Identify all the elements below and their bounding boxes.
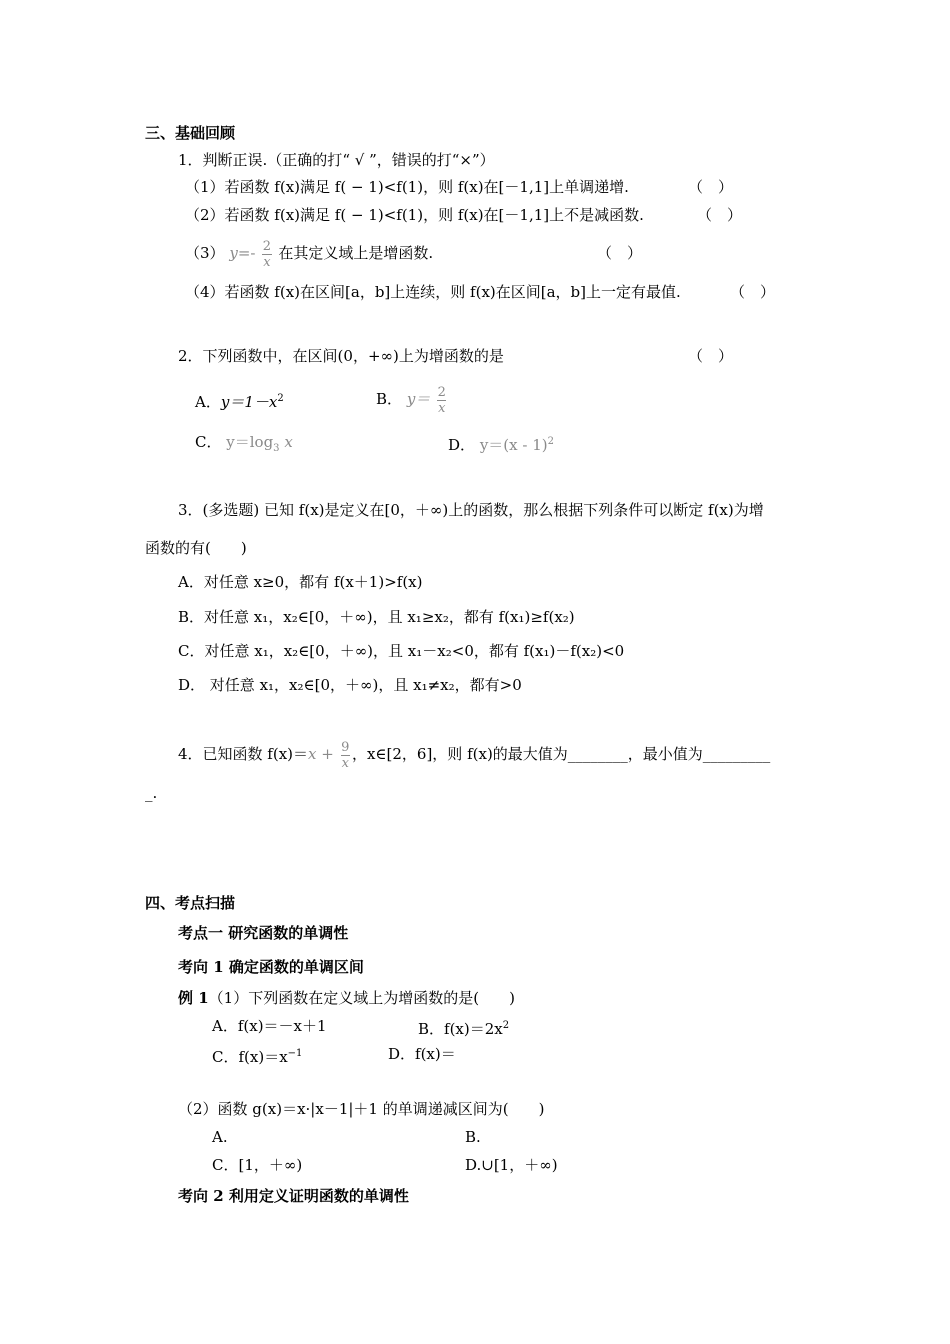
q1-item-3-text: 在其定义域上是增函数. <box>278 244 434 262</box>
ex1-option-c <box>212 1044 302 1067</box>
exponent: 2 <box>502 1020 510 1031</box>
q1-item-3-eq: =- <box>237 244 256 262</box>
fraction-denominator: x <box>438 400 446 416</box>
q1-item-1: （1）若函数 f(x)满足 f( − 1)<f(1)，则 f(x)在[－1,1]上单调递增. <box>185 178 629 196</box>
q1-item-3 <box>185 234 433 272</box>
log-base: 3 <box>273 443 280 454</box>
fraction-numerator: 9 <box>341 739 350 755</box>
q1-item-4-answer-paren: （ ） <box>730 283 776 301</box>
example-text: （1）下列函数在定义域上为增函数的是( ) <box>208 989 515 1007</box>
q2-option-c <box>195 432 293 459</box>
ex1-option-b <box>418 1016 509 1039</box>
q3-option-c: C．对任意 x₁，x₂∈[0，＋∞)，且 x₁－x₂<0，都有 f(x₁)－f(x₂)<0 <box>178 642 625 660</box>
q1-item-2: （2）若函数 f(x)满足 f( − 1)<f(1)，则 f(x)在[－1,1]上不是减函数. <box>185 206 644 224</box>
exponent: −1 <box>287 1048 303 1059</box>
fraction-denominator: x <box>341 755 349 771</box>
q1-item-1-answer-paren: （ ） <box>688 178 734 196</box>
fraction-denominator: x <box>263 254 271 270</box>
option-expression: y＝1－x <box>220 393 278 411</box>
q4-variable: x <box>308 745 317 763</box>
exponent: 2 <box>277 393 284 404</box>
option-expression: B．f(x)＝2x <box>418 1020 503 1038</box>
section-4-title: 四、考点扫描 <box>145 894 236 912</box>
ex2-option-d: D.∪[1，＋∞) <box>465 1156 558 1174</box>
ex1-option-a: A．f(x)＝－x＋1 <box>212 1017 327 1035</box>
q4-fraction <box>341 740 350 771</box>
ex2-option-c: C．[1，＋∞) <box>212 1156 303 1174</box>
direction-2-heading: 考向 2 利用定义证明函数的单调性 <box>178 1187 409 1205</box>
option-label: B． <box>376 390 403 408</box>
option-expression: y＝ <box>406 390 431 408</box>
option-label: A． <box>195 393 221 411</box>
fraction-numerator: 2 <box>262 238 272 254</box>
option-expression: y＝(x - 1) <box>479 436 548 454</box>
q1-item-3-y: y <box>229 244 238 262</box>
ex1-option-d: D．f(x)＝ <box>388 1045 456 1063</box>
q4-plus: + <box>316 745 339 763</box>
q2-option-a <box>195 389 284 412</box>
q3-option-a: A．对任意 x≥0，都有 f(x＋1)>f(x) <box>178 573 423 591</box>
q1-item-3-number: （3） <box>185 244 225 262</box>
q2-option-b <box>376 380 448 418</box>
example-1-part-1 <box>178 988 515 1008</box>
key-point-1-heading: 考点一 研究函数的单调性 <box>178 924 349 942</box>
direction-1-heading: 考向 1 确定函数的单调区间 <box>178 958 364 976</box>
q1-item-2-answer-paren: （ ） <box>697 206 743 224</box>
q3-option-d: D． 对任意 x₁，x₂∈[0，＋∞)，且 x₁≠x₂，都有>0 <box>178 676 522 694</box>
q4-text-start: 4．已知函数 f(x)＝ <box>178 745 309 763</box>
q1-item-4: （4）若函数 f(x)在区间[a，b]上连续，则 f(x)在区间[a，b]上一定有最值. <box>185 283 681 301</box>
question-2-stem: 2．下列函数中，在区间(0，+∞)上为增函数的是 <box>178 347 504 365</box>
q2-option-d <box>448 432 554 455</box>
q1-item-3-fraction <box>262 239 271 270</box>
question-1-stem: 1．判断正误.（正确的打“ √ ”，错误的打“×”） <box>178 151 495 169</box>
ex2-option-b: B. <box>465 1128 481 1146</box>
ex2-option-a: A. <box>212 1128 228 1146</box>
option-label: C． <box>195 433 222 451</box>
option-expression: y＝log <box>226 433 274 451</box>
q2-answer-paren: （ ） <box>688 347 734 365</box>
example-label: 例 1 <box>178 989 209 1007</box>
example-1-part-2: （2）函数 g(x)＝x·|x－1|＋1 的单调递减区间为( ) <box>178 1100 545 1118</box>
fraction-numerator: 2 <box>437 384 446 400</box>
option-label: D． <box>448 436 476 454</box>
question-3-stem-line-2: 函数的有( ) <box>145 539 247 557</box>
log-argument: x <box>279 433 293 451</box>
question-3-stem-line-1: 3．(多选题) 已知 f(x)是定义在[0，＋∞)上的函数，那么根据下列条件可以断定 f(x)为增 <box>178 501 764 519</box>
exponent: 2 <box>547 436 554 447</box>
section-3-title: 三、基础回顾 <box>145 124 236 142</box>
option-expression: C．f(x)＝x <box>212 1048 288 1066</box>
q3-option-b: B．对任意 x₁，x₂∈[0，＋∞)，且 x₁≥x₂，都有 f(x₁)≥f(x₂) <box>178 608 575 626</box>
q4-text-end: ，x∈[2，6]，则 f(x)的最大值为________，最小值为_________ <box>351 745 771 763</box>
question-4-blank-tail: _. <box>145 784 158 802</box>
option-fraction <box>437 385 446 416</box>
question-4-stem <box>178 735 770 773</box>
q1-item-3-answer-paren: （ ） <box>597 244 643 262</box>
